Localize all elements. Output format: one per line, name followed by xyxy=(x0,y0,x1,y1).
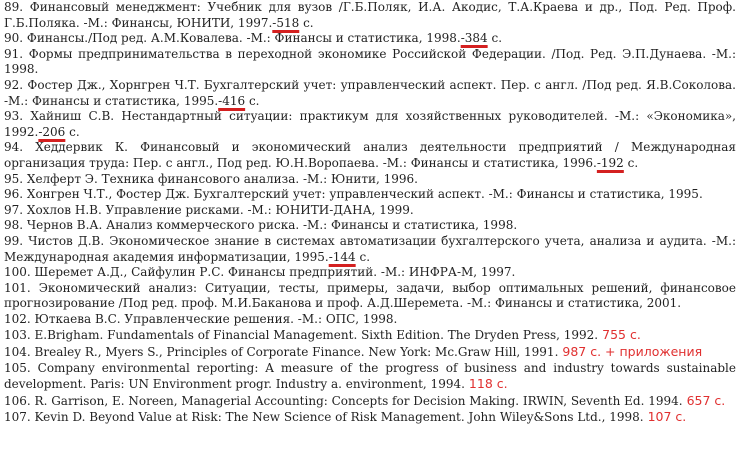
page-count-underlined: -384 xyxy=(460,31,488,46)
entry-text: 89. Финансовый менеджмент: Учебник для вузов /Г.Б.Поляк, И.А. Акодис, Т.А.Краева и др., Под. Ред. Проф. Г.Б.Поляка. -М.: Финансы, ЮНИТИ, 1997. xyxy=(4,0,736,30)
bib-entry-93 xyxy=(4,109,736,140)
entry-text: 106. R. Garrison, E. Noreen, Managerial Accounting: Concepts for Decision Making. IRWIN, Seventh Ed. 1994. xyxy=(4,393,683,408)
bib-entry-107 xyxy=(4,409,736,426)
entry-text: 107. Kevin D. Beyond Value at Risk: The New Science of Risk Management. John Wiley&Sons Ltd., 1998. xyxy=(4,410,644,425)
bib-entry-95 xyxy=(4,172,736,188)
handwritten-page-note: 107 с. xyxy=(647,409,687,425)
bib-entry-94 xyxy=(4,140,736,171)
entry-text: 102. Юткаева В.С. Управленческие решения. -М.: ОПС, 1998. xyxy=(4,311,398,326)
page-count-underlined: -518 xyxy=(272,15,300,30)
bib-entry-104 xyxy=(4,344,736,361)
entry-text: 101. Экономический анализ: Ситуации, тесты, примеры, задачи, выбор оптимальных решений, финансовое прогнозирование /Под ред. проф. М.И.Баканова и проф. А.Д.Шеремета. -М.: Финансы и статистика, 2001. xyxy=(4,280,736,311)
entry-text: 96. Хонгрен Ч.Т., Фостер Дж. Бухгалтерский учет: управленческий аспект. -М.: Финансы и статистика, 1995. xyxy=(4,187,703,202)
bib-entry-92 xyxy=(4,78,736,109)
handwritten-page-note: 118 с. xyxy=(468,376,508,392)
bib-entry-100 xyxy=(4,265,736,281)
entry-text: 100. Шеремет А.Д., Сайфулин Р.С. Финансы предприятий. -М.: ИНФРА-М, 1997. xyxy=(4,265,516,280)
bib-entry-98 xyxy=(4,218,736,234)
bib-entry-102 xyxy=(4,312,736,328)
entry-suffix: с. xyxy=(355,249,371,264)
bib-entry-97 xyxy=(4,203,736,219)
entry-suffix: с. xyxy=(299,15,314,30)
bib-entry-106 xyxy=(4,393,736,410)
entry-text: 104. Brealey R., Myers S., Principles of Corporate Finance. New York: Mc.Graw Hill, 1991. xyxy=(4,345,559,360)
bib-entry-90 xyxy=(4,31,736,47)
entry-text: 95. Хелферт Э. Техника финансового анализа. -М.: Юнити, 1996. xyxy=(4,171,418,186)
entry-text: 92. Фостер Дж., Хорнгрен Ч.Т. Бухгалтерский учет: управленческий аспект. Пер. с англ. /Под ред. Я.В.Соколова. -М.: Финансы и статистика, 1995. xyxy=(4,77,736,108)
entry-text: 94. Хеддервик К. Финансовый и экономический анализ деятельности предприятий / Международная организация труда: Пер. с англ., Под ред. Ю.Н.Воропаева. -М.: Финансы и статистика, 1996. xyxy=(4,140,736,170)
entry-text: 93. Хайниш С.В. Нестандартный ситуации: практикум для хозяйственных руководителей. -М.: «Экономика», 1992. xyxy=(4,109,736,139)
bib-entry-105 xyxy=(4,361,736,393)
bibliography-page xyxy=(4,0,736,426)
entry-text: 103. E.Brigham. Fundamentals of Financial Management. Sixth Edition. The Dryden Press, 1992. xyxy=(4,328,599,343)
bib-entry-103 xyxy=(4,327,736,344)
entry-suffix: с. xyxy=(245,93,260,108)
entry-text: 105. Company environmental reporting: A measure of the progress of business and industry towards sustainable development. Paris: UN Environment progr. Industry a. environment, 1994. xyxy=(4,360,736,392)
entry-suffix: с. xyxy=(65,124,80,139)
entry-text: 99. Чистов Д.В. Экономическое знание в системах автоматизации бухгалтерского учета, анализа и аудита. -М.: Международная академия информатизации, 1995. xyxy=(4,233,736,264)
bib-entry-99 xyxy=(4,234,736,265)
page-count-underlined: -144 xyxy=(328,249,356,264)
handwritten-page-note: 755 с. xyxy=(602,327,641,343)
entry-text: 91. Формы предпринимательства в переходной экономике Российской Федерации. /Под. Ред. Э.П.Дунаева. -М.: 1998. xyxy=(4,46,736,77)
bib-entry-96 xyxy=(4,187,736,203)
bib-entry-89 xyxy=(4,0,736,31)
page-count-underlined: -192 xyxy=(596,155,624,170)
bib-entry-101 xyxy=(4,281,736,312)
entry-text: 98. Чернов В.А. Анализ коммерческого риска. -М.: Финансы и статистика, 1998. xyxy=(4,218,518,233)
page-count-underlined: -206 xyxy=(38,124,66,139)
entry-suffix: с. xyxy=(623,155,639,170)
handwritten-page-note: 987 с. + приложения xyxy=(562,344,703,360)
entry-text: 90. Финансы./Под ред. А.М.Ковалева. -М.: Финансы и статистика, 1998. xyxy=(4,31,461,46)
bib-entry-91 xyxy=(4,47,736,78)
page-count-underlined: -416 xyxy=(218,93,246,108)
entry-suffix: с. xyxy=(487,31,503,46)
entry-text: 97. Хохлов Н.В. Управление рисками. -М.: ЮНИТИ-ДАНА, 1999. xyxy=(4,202,414,217)
handwritten-page-note: 657 с. xyxy=(686,392,726,408)
